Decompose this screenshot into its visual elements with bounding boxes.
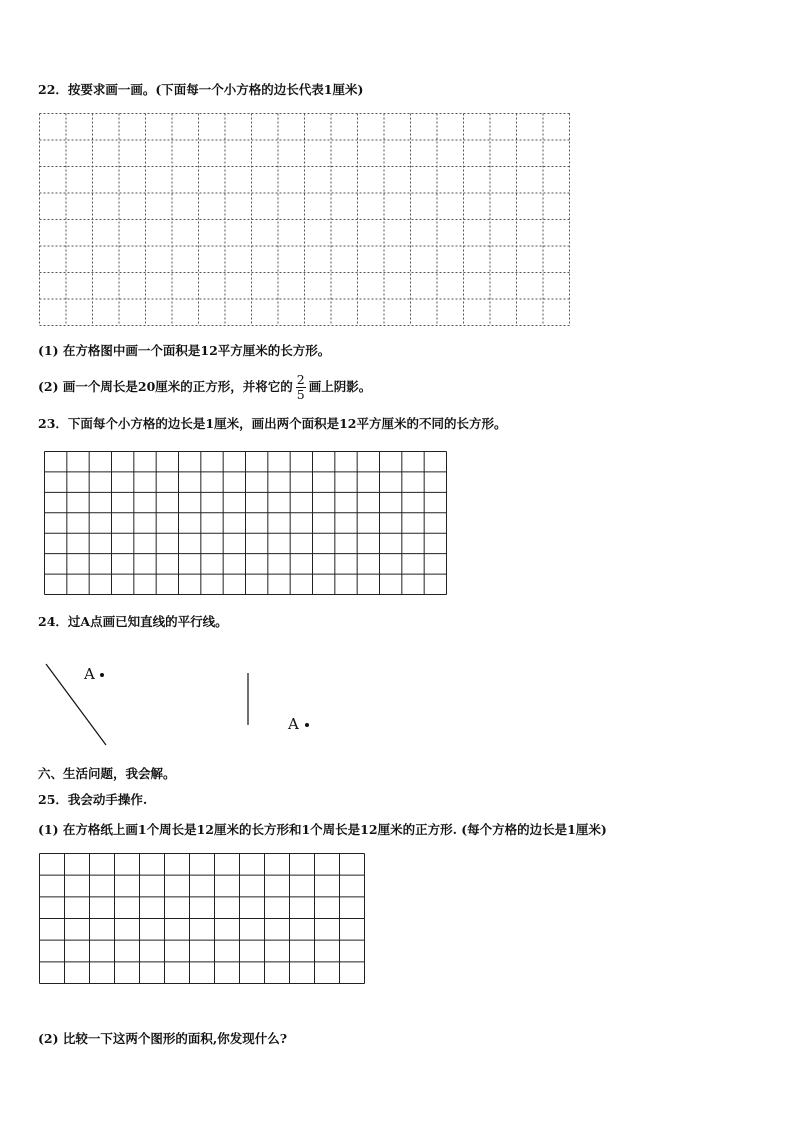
q25-part1: (1) 在方格纸上画1个周长是12厘米的长方形和1个周长是12厘米的正方形. (每个方格的边长是1厘米): [38, 822, 607, 837]
q25-part2: (2) 比较一下这两个图形的面积,你发现什么?: [38, 1031, 288, 1046]
q24-point-a1[interactable]: [100, 673, 104, 677]
q25-grid[interactable]: [39, 853, 365, 984]
q24-point-a2[interactable]: [305, 723, 309, 727]
q22-part1: (1) 在方格图中画一个面积是12平方厘米的长方形。: [38, 343, 331, 358]
q24-point-a2-label: A: [288, 715, 299, 733]
q22-title: 22．按要求画一画。(下面每一个小方格的边长代表1厘米): [38, 82, 364, 97]
q24-point-a1-label: A: [84, 665, 95, 683]
q22-part2-text: (2) 画一个周长是20厘米的正方形，并将它的: [38, 379, 293, 394]
q25-title: 25．我会动手操作.: [38, 792, 148, 807]
q23-title: 23．下面每个小方格的边长是1厘米，画出两个面积是12平方厘米的不同的长方形。: [38, 416, 507, 431]
q22-fraction-numerator: 2: [296, 372, 305, 387]
q24-diagonal-line: [46, 664, 106, 745]
section-6-heading: 六、生活问题，我会解。: [38, 766, 176, 781]
q24-title: 24．过A点画已知直线的平行线。: [38, 614, 228, 629]
q22-part2-text-end: 画上阴影。: [308, 379, 372, 394]
q22-fraction-denominator: 5: [296, 387, 305, 402]
